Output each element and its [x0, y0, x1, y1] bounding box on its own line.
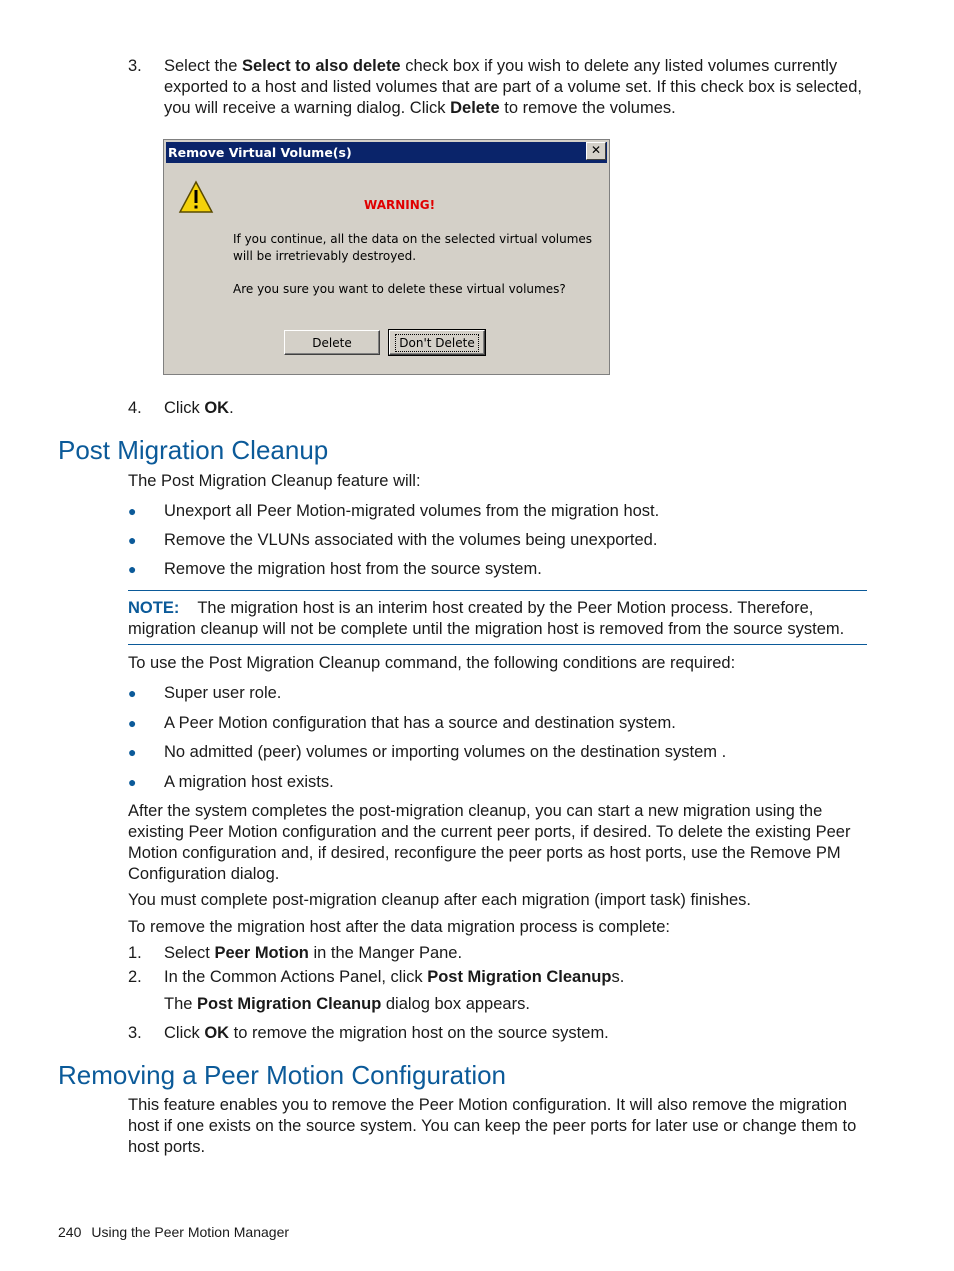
list-item-text: Remove the VLUNs associated with the volumes being unexported.: [164, 531, 658, 549]
conditions-intro: To use the Post Migration Cleanup command, the following conditions are required:: [128, 654, 736, 672]
list-item-text: No admitted (peer) volumes or importing volumes on the destination system .: [164, 743, 727, 761]
confirm-question: Are you sure you want to delete these virtual volumes?: [233, 282, 566, 296]
step-number: 1.: [128, 944, 142, 962]
step-bold: Select to also delete: [241, 57, 401, 75]
page-footer: [58, 1222, 289, 1242]
step-text: Click: [164, 1024, 205, 1042]
step-text: Select: [164, 944, 215, 962]
list-item: [128, 530, 868, 551]
step-number: 4.: [128, 399, 142, 417]
step-text: to remove the volumes.: [499, 99, 676, 117]
paragraph: To remove the migration host after the data migration process is complete:: [128, 918, 671, 936]
remove-virtual-volume-dialog: [163, 139, 610, 375]
list-item-text: Super user role.: [164, 684, 282, 702]
section-heading-post-migration-cleanup: Post Migration Cleanup: [58, 435, 329, 465]
step-text: dialog box appears.: [381, 995, 530, 1013]
step-4: [128, 398, 868, 419]
bullet-icon: ●: [128, 685, 137, 701]
warning-triangle-icon: [178, 180, 214, 214]
bullet-icon: ●: [128, 561, 137, 577]
message-line: If you continue, all the data on the selected virtual volumes: [233, 232, 593, 246]
dont-delete-button[interactable]: [389, 330, 485, 355]
section-heading-removing-peer-motion-configuration: Removing a Peer Motion Configuration: [58, 1060, 507, 1090]
warning-label: WARNING!: [364, 198, 436, 212]
step-number: 3.: [128, 1024, 142, 1042]
bullet-icon: ●: [128, 532, 137, 548]
step-3: [128, 56, 868, 119]
step-text: Click: [164, 399, 205, 417]
step-text: to remove the migration host on the source system.: [229, 1024, 609, 1042]
delete-button[interactable]: Delete: [284, 330, 380, 355]
list-item: [128, 713, 868, 734]
step-text: check box if you wish to delete any listed volumes currently exported to a host and listed volumes that are part of a volume set. If this check box is selected, you will receive a warning dialog. Click: [164, 57, 862, 117]
step-text: The: [164, 995, 198, 1013]
page-number: 240: [58, 1224, 82, 1240]
step-text: s.: [611, 968, 625, 986]
list-item: [128, 742, 868, 763]
note-text: The migration host is an interim host created by the Peer Motion process. Therefore, migration cleanup will not be complete until the migration host is removed from the source system.: [128, 599, 845, 638]
section-intro: The Post Migration Cleanup feature will:: [128, 472, 421, 490]
step-text: Select the: [164, 57, 242, 75]
list-item: [128, 559, 868, 580]
step-bold: OK: [204, 399, 230, 417]
note-label: NOTE:: [128, 599, 180, 617]
note-box: [128, 590, 867, 645]
bullet-icon: ●: [128, 744, 137, 760]
step-text: in the Manger Pane.: [308, 944, 463, 962]
bullet-icon: ●: [128, 774, 137, 790]
bullet-icon: ●: [128, 503, 137, 519]
step-number: 3.: [128, 57, 142, 75]
close-icon[interactable]: ✕: [586, 142, 606, 160]
list-item-text: Remove the migration host from the source system.: [164, 560, 542, 578]
step-bold: Post Migration Cleanup: [427, 968, 612, 986]
step-text: .: [229, 399, 234, 417]
message-line: will be irretrievably destroyed.: [233, 249, 417, 263]
step-bold: OK: [204, 1024, 230, 1042]
dialog-title: Remove Virtual Volume(s): [166, 142, 607, 163]
list-item-text: A migration host exists.: [164, 773, 334, 791]
warning-message: [233, 231, 603, 265]
procedure-step-1: [128, 943, 868, 964]
step-bold: Peer Motion: [214, 944, 309, 962]
bullet-icon: ●: [128, 715, 137, 731]
procedure-step-2: [128, 967, 868, 988]
list-item: [128, 772, 868, 793]
paragraph: After the system completes the post-migration cleanup, you can start a new migration using the existing Peer Motion configuration and the current peer ports, if desired. To delete the existing Peer Motion configuration and, if desired, reconfigure the peer ports as host ports, use the Remove PM Configuration dialog.: [128, 802, 851, 883]
step-bold: Post Migration Cleanup: [197, 995, 382, 1013]
step-bold: Delete: [450, 99, 500, 117]
chapter-title: Using the Peer Motion Manager: [91, 1224, 290, 1240]
procedure-step-3: [128, 1023, 868, 1044]
paragraph: You must complete post-migration cleanup after each migration (import task) finishes.: [128, 891, 752, 909]
step-text: In the Common Actions Panel, click: [164, 968, 428, 986]
list-item-text: A Peer Motion configuration that has a source and destination system.: [164, 714, 676, 732]
step-number: 2.: [128, 968, 142, 986]
paragraph: This feature enables you to remove the Peer Motion configuration. It will also remove the migration host if one exists on the source system. You can keep the peer ports for later use or change them to host ports.: [128, 1096, 857, 1156]
procedure-step-2-result: [128, 994, 868, 1015]
list-item-text: Unexport all Peer Motion-migrated volumes from the migration host.: [164, 502, 660, 520]
list-item: [128, 683, 868, 704]
list-item: [128, 501, 868, 522]
dont-delete-label: Don't Delete: [395, 334, 478, 352]
